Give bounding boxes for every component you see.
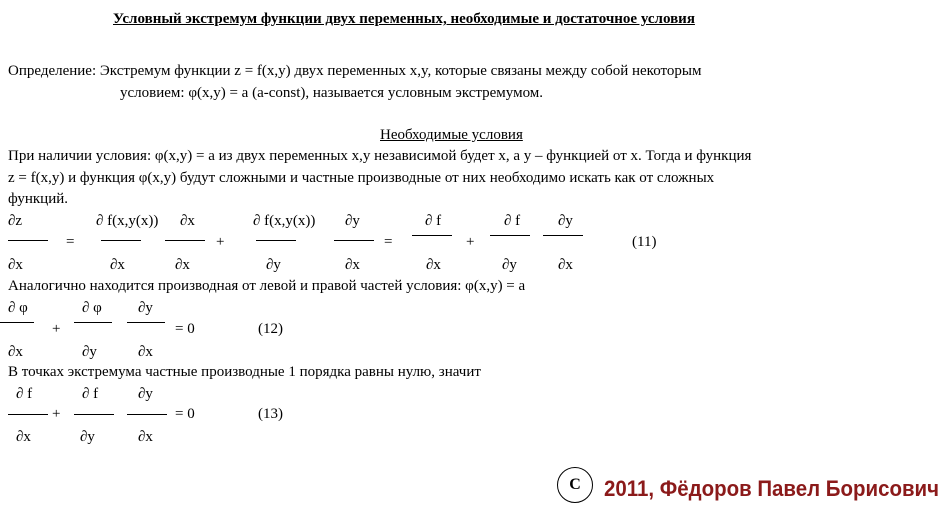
eq11-plus-2: + xyxy=(466,234,475,250)
copyright-circle-icon: С xyxy=(557,467,593,503)
definition-line-2: условием: φ(x,y) = a (a-const), называется условным экстремумом. xyxy=(120,85,544,101)
eq11-fraction-bar-8 xyxy=(543,235,583,236)
eq11-denominator-4: ∂y xyxy=(266,257,281,273)
eq11-numerator-2: ∂ f(x,y(x)) xyxy=(96,213,159,229)
extremum-text: В точках экстремума частные производные 1 порядка равны нулю, значит xyxy=(8,364,481,380)
eq12-plus: + xyxy=(52,321,61,337)
eq13-fraction-bar-1 xyxy=(8,414,48,415)
eq13-fraction-bar-2 xyxy=(74,414,114,415)
definition-line-1: Определение: Экстремум функции z = f(x,y) двух переменных x,y, которые связаны между собой некоторым xyxy=(8,63,702,79)
eq12-denominator-2: ∂y xyxy=(82,344,97,360)
eq13-fraction-bar-3 xyxy=(127,414,167,415)
eq12-numerator-1: ∂ φ xyxy=(8,300,28,316)
eq11-numerator-8: ∂y xyxy=(558,213,573,229)
copyright-author: 2011, Фёдоров Павел Борисович xyxy=(604,476,939,501)
paragraph-line-3: функций. xyxy=(8,191,68,207)
eq11-equals-1: = xyxy=(66,234,75,250)
eq11-fraction-bar-4 xyxy=(256,240,296,241)
eq13-label: (13) xyxy=(258,406,283,422)
paragraph-line-1: При наличии условия: φ(x,y) = a из двух переменных x,y независимой будет x, а y – функцией от x. Тогда и функция xyxy=(8,148,752,164)
eq13-denominator-2: ∂y xyxy=(80,429,95,445)
paragraph-line-2: z = f(x,y) и функция φ(x,y) будут сложными и частные производные от них необходимо искать как от сложных xyxy=(8,170,715,186)
eq11-fraction-bar-2 xyxy=(101,240,141,241)
eq11-fraction-bar-6 xyxy=(412,235,452,236)
eq11-numerator-7: ∂ f xyxy=(504,213,521,229)
eq11-denominator-2: ∂x xyxy=(110,257,125,273)
eq11-plus-1: + xyxy=(216,234,225,250)
eq12-denominator-1: ∂x xyxy=(8,344,23,360)
eq11-numerator-5: ∂y xyxy=(345,213,360,229)
eq13-numerator-3: ∂y xyxy=(138,386,153,402)
eq11-denominator-5: ∂x xyxy=(345,257,360,273)
eq13-plus: + xyxy=(52,406,61,422)
eq13-numerator-2: ∂ f xyxy=(82,386,99,402)
eq13-rhs: = 0 xyxy=(175,406,195,422)
eq12-rhs: = 0 xyxy=(175,321,195,337)
eq11-label: (11) xyxy=(632,234,657,250)
eq12-fraction-bar-1 xyxy=(0,322,34,323)
eq11-numerator-1: ∂z xyxy=(8,213,23,229)
eq13-denominator-3: ∂x xyxy=(138,429,153,445)
eq11-denominator-8: ∂x xyxy=(558,257,573,273)
page-title: Условный экстремум функции двух переменных, необходимые и достаточное условия xyxy=(113,11,695,27)
eq11-numerator-4: ∂ f(x,y(x)) xyxy=(253,213,316,229)
eq11-denominator-6: ∂x xyxy=(426,257,441,273)
eq11-fraction-bar-3 xyxy=(165,240,205,241)
eq11-fraction-bar-5 xyxy=(334,240,374,241)
eq11-numerator-6: ∂ f xyxy=(425,213,442,229)
eq11-fraction-bar-7 xyxy=(490,235,530,236)
eq12-numerator-3: ∂y xyxy=(138,300,153,316)
eq13-numerator-1: ∂ f xyxy=(16,386,33,402)
section-heading: Необходимые условия xyxy=(380,127,523,143)
eq13-denominator-1: ∂x xyxy=(16,429,31,445)
eq12-numerator-2: ∂ φ xyxy=(82,300,102,316)
eq12-label: (12) xyxy=(258,321,283,337)
eq12-fraction-bar-2 xyxy=(74,322,112,323)
eq11-denominator-7: ∂y xyxy=(502,257,517,273)
eq11-denominator-1: ∂x xyxy=(8,257,23,273)
eq11-denominator-3: ∂x xyxy=(175,257,190,273)
eq11-equals-2: = xyxy=(384,234,393,250)
eq11-numerator-3: ∂x xyxy=(180,213,195,229)
eq11-fraction-bar-1 xyxy=(8,240,48,241)
eq12-denominator-3: ∂x xyxy=(138,344,153,360)
eq12-fraction-bar-3 xyxy=(127,322,165,323)
analog-text: Аналогично находится производная от левой и правой частей условия: φ(x,y) = a xyxy=(8,278,526,294)
